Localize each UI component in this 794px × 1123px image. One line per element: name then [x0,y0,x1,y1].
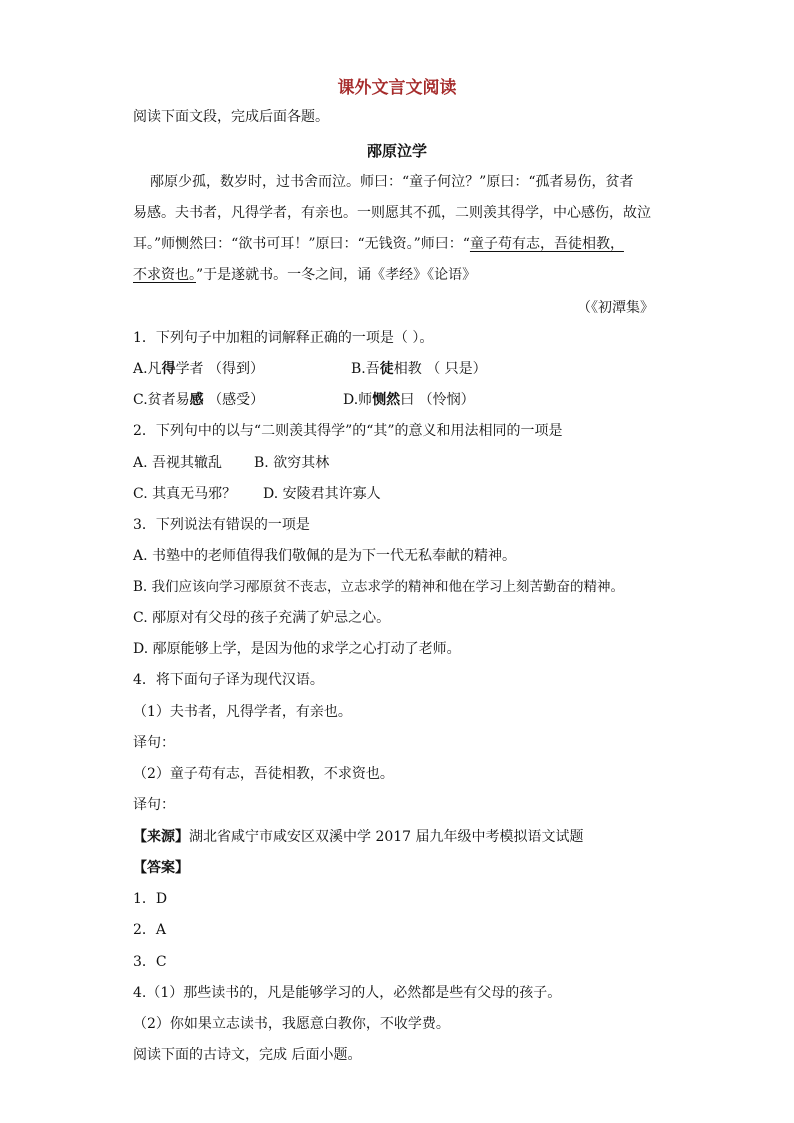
q2-option-d: D. 安陵君其许寡人 [263,486,381,502]
underlined-sentence-part-1: 童子苟有志，吾徒相教， [469,236,624,252]
q1-option-c: C.贫者易感 （感受） [133,392,265,408]
q2-option-b: B. 欲穷其林 [254,455,330,471]
q2-option-a: A. 吾视其辙乱 [133,455,223,471]
q1-option-d: D.师恻然曰 （怜悯） [343,392,475,408]
passage-line-2: 易感。夫书者，凡得学者，有亲也。一则愿其不孤，二则羡其得学，中心感伤，故泣 [133,205,651,221]
passage-line-3 [133,235,673,253]
q3-stem: 3．下列说法有错误的一项是 [133,517,310,533]
q3-option-d: D. 邴原能够上学，是因为他的求学之心打动了老师。 [133,641,461,657]
answer-3: 3．C [133,954,167,970]
source-line [133,828,673,846]
underlined-sentence-part-2: 不求资也。 [133,267,196,283]
q2-stem: 2．下列句中的以与“二则羡其得学”的“其”的意义和用法相同的一项是 [133,423,563,439]
q2-option-c: C. 其真无马邪？ [133,486,237,502]
source-text: 湖北省咸宁市咸安区双溪中学 2017 届九年级中考模拟语文试题 [189,829,584,845]
q1-option-b: B.吾徒相教 （ 只是） [351,361,487,377]
q2-options-row-2 [133,485,673,503]
instruction: 阅读下面文段，完成后面各题。 [133,109,329,125]
source-label: 【来源】 [133,829,189,845]
q1-option-a: A.凡得学者 （得到） [133,361,265,377]
passage-line-3-text: 耳。”师恻然曰：“欲书可耳！”原曰：“无钱资。”师曰：“ [133,236,470,252]
q3-option-a: A. 书塾中的老师值得我们敬佩的是为下一代无私奉献的精神。 [133,548,517,564]
answer-2: 2．A [133,922,167,938]
q2-options-row-1 [133,454,673,472]
passage-line-4-text: ”于是遂就书。一冬之间，诵《孝经》《论语》 [196,267,477,283]
q4-translation-label-1: 译句： [133,735,175,751]
answer-label: 【答案】 [133,860,189,876]
q1-options-row-2 [133,391,673,409]
q4-sentence-2: （2）童子苟有志，吾徒相教，不求资也。 [133,766,394,782]
q4-stem: 4．将下面句子译为现代汉语。 [133,672,324,688]
page-title: 课外文言文阅读 [337,78,457,98]
answer-1: 1．D [133,891,168,907]
q1-stem: 1．下列句子中加粗的词解释正确的一项是（ ）。 [133,330,434,346]
next-instruction: 阅读下面的古诗文，完成 后面小题。 [133,1047,362,1063]
q3-option-b: B. 我们应该向学习邴原贫不丧志，立志求学的精神和他在学习上刻苦勤奋的精神。 [133,579,625,595]
passage-line-1: 邴原少孤，数岁时，过书舍而泣。师曰：“童子何泣？”原曰：“孤者易伤，贫者 [150,174,634,190]
q1-options-row-1 [133,360,673,378]
answer-4-2: （2）你如果立志读书，我愿意白教你，不收学费。 [133,1016,450,1032]
passage-line-4 [133,266,673,284]
q4-translation-label-2: 译句： [133,797,175,813]
passage-title: 邴原泣学 [366,142,427,160]
passage-source: （《初潭集》 [577,300,654,316]
q4-sentence-1: （1）夫书者，凡得学者，有亲也。 [133,704,352,720]
q3-option-c: C. 邴原对有父母的孩子充满了妒忌之心。 [133,610,391,626]
answer-4-1: 4.（1）那些读书的，凡是能够学习的人，必然都是些有父母的孩子。 [133,985,562,1001]
